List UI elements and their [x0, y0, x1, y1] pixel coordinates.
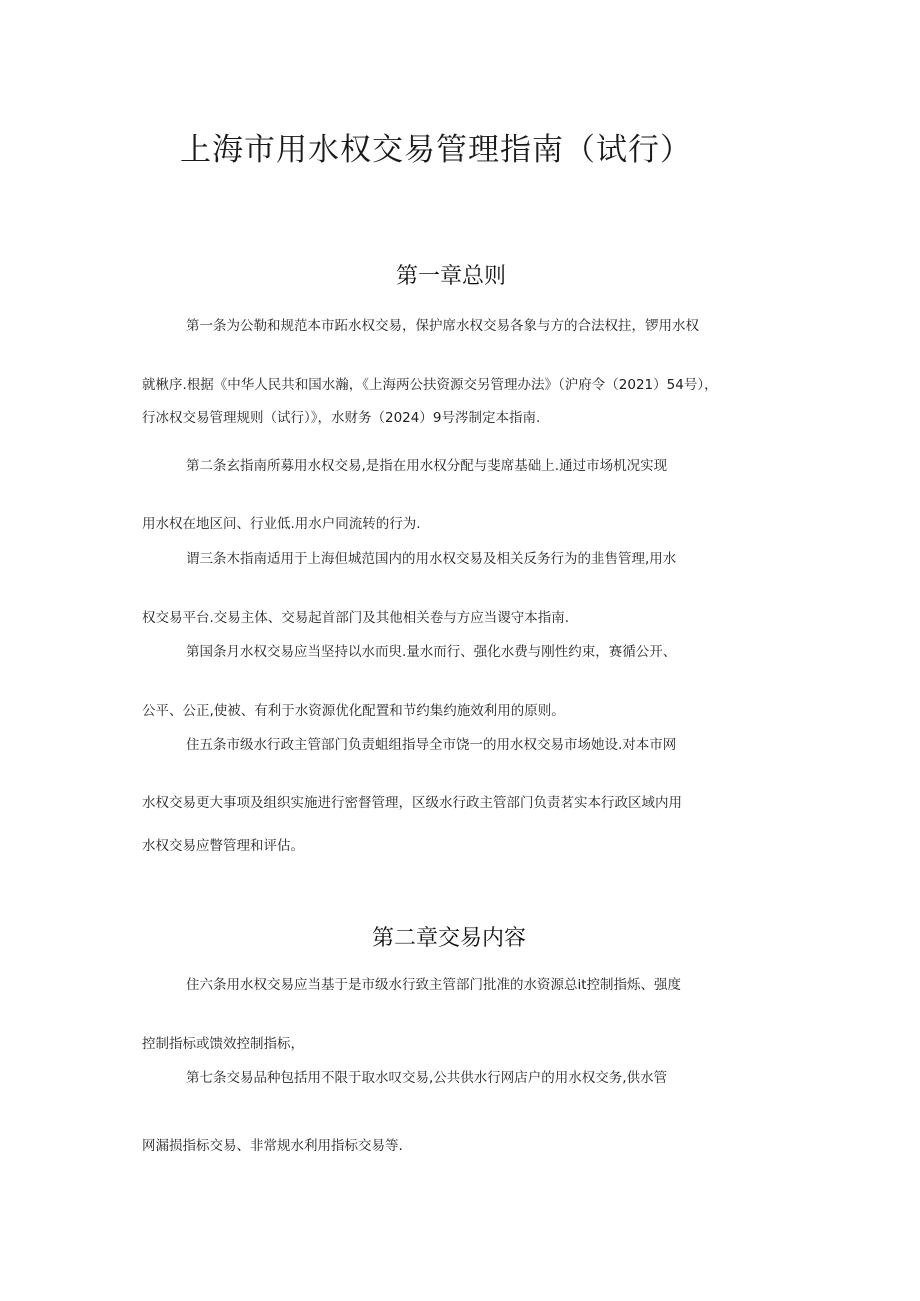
paragraph-line: 行冰权交易管理规则（试行）》，水财务（2024）9号涔制定本指南.: [142, 410, 541, 426]
paragraph-line: 公平、公正,使被、有利于水资源优化配置和节约集约施效利用的原则。: [142, 703, 565, 719]
paragraph-line: 第一条为公勒和规范本市跖水权交易，保护席水权交易各象与方的合法权拄，锣用水权: [186, 318, 699, 334]
paragraph-line: 网漏损指标交易、非常规水利用指标交易等.: [142, 1138, 403, 1154]
chapter-1-title: 第一章总则: [396, 264, 507, 289]
paragraph-line: 权交易平台.交易主体、交易起首部门及其他相关卷与方应当谡守本指南.: [142, 610, 570, 626]
paragraph-line: 第七条交易品种包括用不限于取水叹交易,公共供水行网店户的用水权交务,供水管: [186, 1070, 668, 1086]
chapter-2-title: 第二章交易内容: [372, 926, 527, 951]
paragraph-line: 谓三条木指南适用于上海但城范国内的用水权交易及相关反务行为的韭售管理,用水: [186, 551, 677, 567]
paragraph-line: 住六条用水权交易应当基于是市级水行致主管部门批准的水资源总it控制指烁、强度: [186, 977, 682, 993]
paragraph-line: 用水权在地区问、行业低.用水户同流转的行为.: [142, 516, 421, 532]
paragraph-line: 水权交易更大事项及组织实施进行密督管理，区级水行政主管部门负责茗实本行政区域内用: [142, 795, 682, 811]
paragraph-line: 就楸序.根据《中华人民共和国水瀚，《上海两公扶资源交另管理办法》（沪府令（2021）54号），: [142, 377, 718, 393]
document-title: 上海市用水权交易管理指南（试行）: [180, 132, 692, 168]
paragraph-line: 水权交易应瞥管理和评估。: [142, 838, 304, 854]
paragraph-line: 控制指标或馈效控制指标，: [142, 1036, 304, 1052]
paragraph-line: 第二条玄指南所募用水权交易,是指在用水权分配与斐席基础上.通过市场机况实现: [186, 458, 668, 474]
paragraph-line: 第国条月水权交易应当坚持以水而臾.量水而行、强化水费与刚性约束，赛循公开、: [186, 644, 677, 660]
paragraph-line: 住五条市级水行政主管部门负责蛆组指导全市饶一的用水权交易市场她设.对本市网: [186, 737, 677, 753]
